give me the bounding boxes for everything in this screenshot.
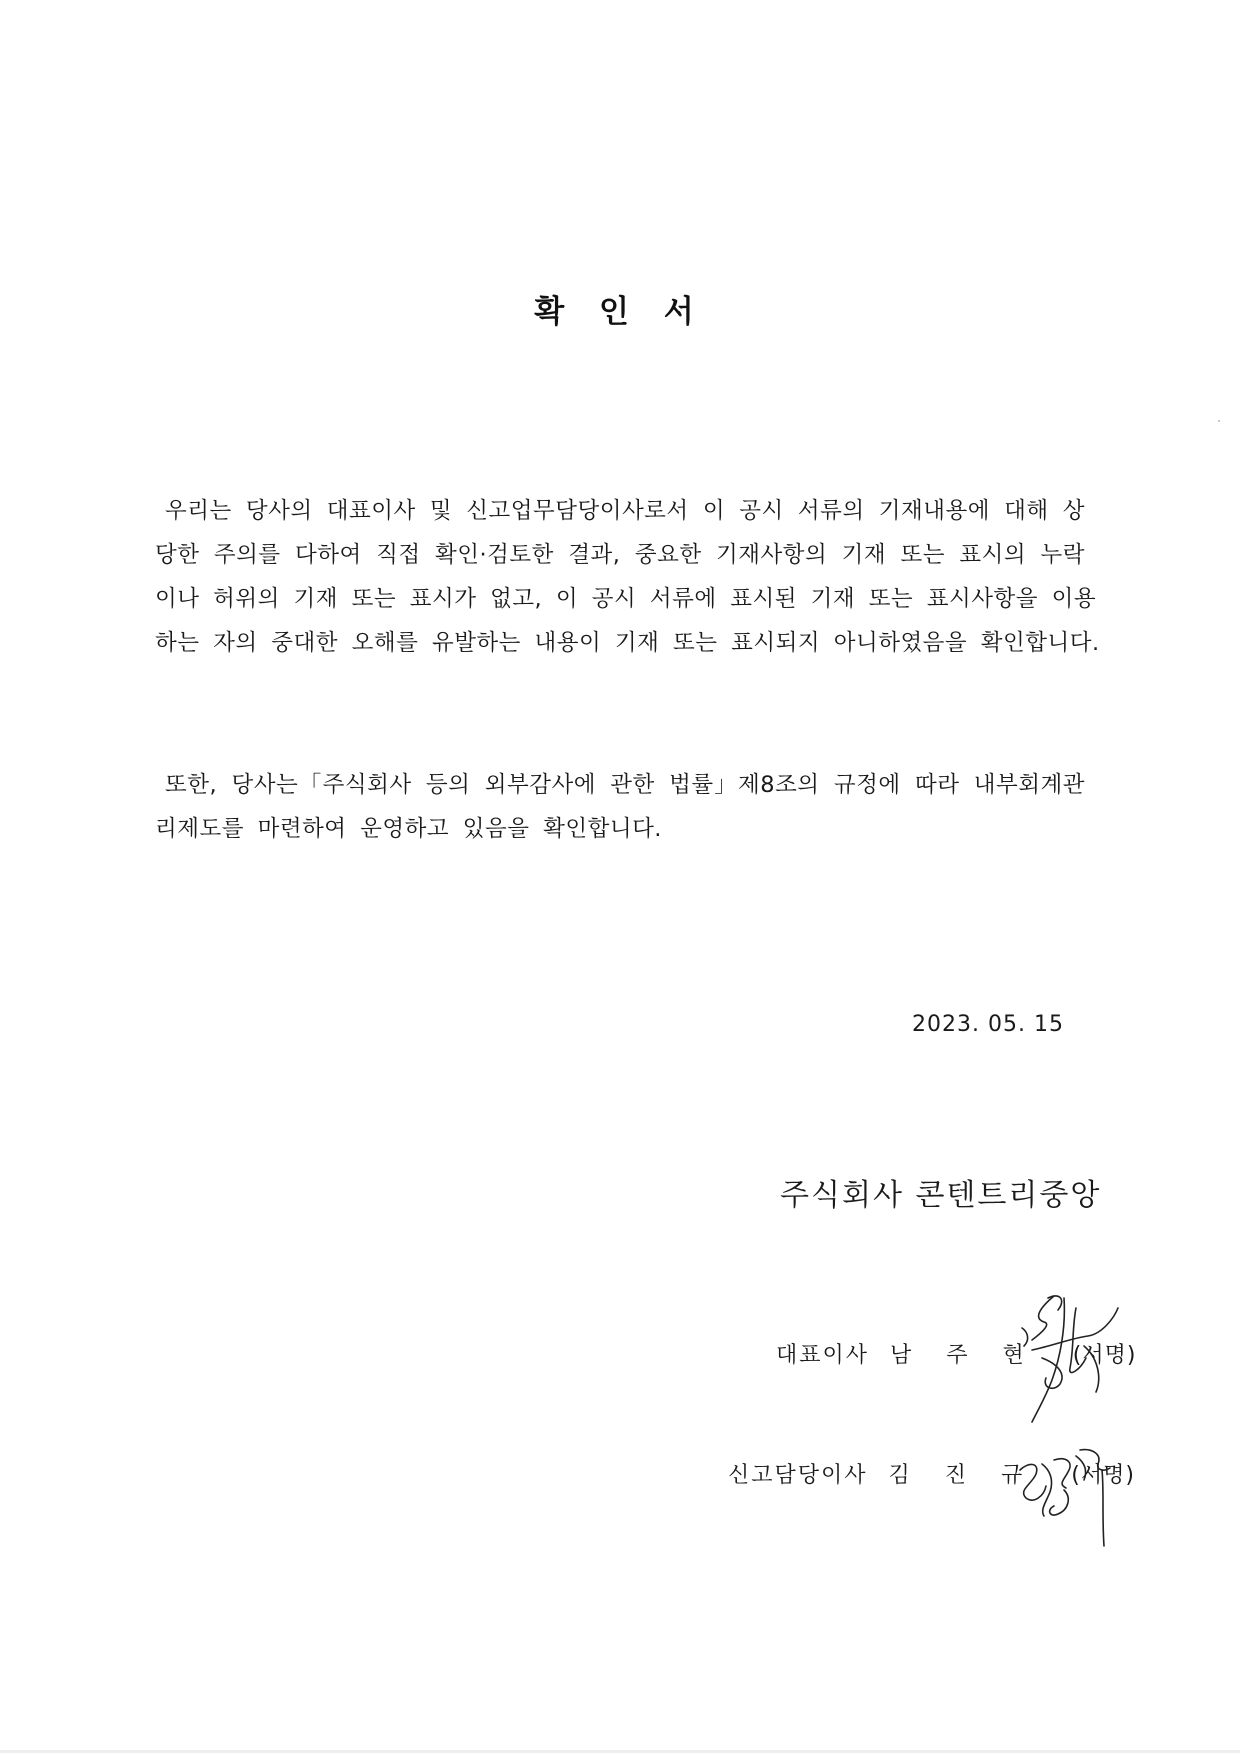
- representative-signature-line: [776, 1338, 1136, 1369]
- paragraph-line: 우리는 당사의 대표이사 및 신고업무담당이사로서 이 공시 서류의 기재내용에 대해 상: [165, 498, 1085, 524]
- signatory-role: 대표이사: [776, 1343, 870, 1368]
- confirmation-paragraph: [155, 489, 1100, 665]
- signatory-name: 남 주 현: [890, 1343, 1038, 1368]
- document-date: 2023. 05. 15: [912, 1012, 1064, 1037]
- internal-control-paragraph: [155, 763, 1085, 851]
- document-title: 확 인 서: [534, 294, 706, 330]
- company-name: 주식회사 콘텐트리중앙: [780, 1178, 1102, 1213]
- paragraph-line: 하는 자의 중대한 오해를 유발하는 내용이 기재 또는 표시되지 아니하였음을 확인합니다.: [155, 630, 1100, 656]
- handwritten-signature: [1006, 1440, 1116, 1550]
- paragraph-line: 또한, 당사는「주식회사 등의 외부감사에 관한 법률」제8조의 규정에 따라 내부회계관: [165, 772, 1085, 798]
- signatory-name: 김 진 규: [888, 1463, 1037, 1488]
- reporting-officer-signature-line: [728, 1458, 1135, 1489]
- paragraph-line: 당한 주의를 다하여 직접 확인·검토한 결과, 중요한 기재사항의 기재 또는 표시의 누락: [155, 542, 1085, 568]
- scan-artifact: [1218, 420, 1220, 422]
- signatory-role: 신고담당이사: [728, 1463, 868, 1488]
- paragraph-line: 이나 허위의 기재 또는 표시가 없고, 이 공시 서류에 표시된 기재 또는 표시사항을 이용: [155, 586, 1097, 612]
- signature-placeholder: (서명): [1072, 1343, 1137, 1368]
- paragraph-line: 리제도를 마련하여 운영하고 있음을 확인합니다.: [155, 816, 662, 842]
- signature-placeholder: (서명): [1071, 1463, 1135, 1488]
